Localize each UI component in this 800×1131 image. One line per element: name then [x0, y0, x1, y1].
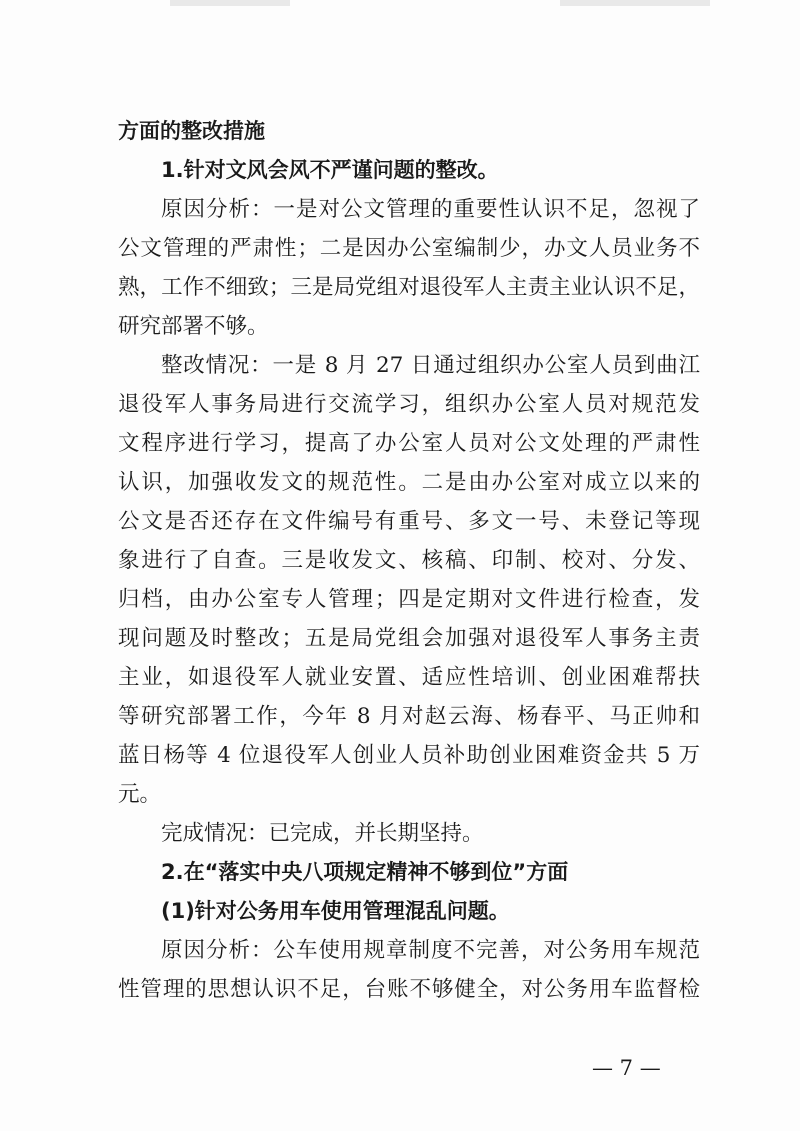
paragraph-line: 公文管理的严肃性；二是因办公室编制少，办文人员业务不 [118, 236, 700, 261]
item1-cause-paragraph [118, 190, 700, 346]
item2-sub1-cause-paragraph [118, 931, 700, 1009]
item1-status-paragraph [118, 346, 700, 814]
paragraph-line: 象进行了自查。三是收发文、核稿、印制、校对、分发、 [118, 548, 700, 573]
page-number: — 7 — [592, 1056, 661, 1080]
paragraph-line: 原因分析：一是对公文管理的重要性认识不足，忽视了 [161, 197, 700, 222]
item1-completion: 完成情况：已完成，并长期坚持。 [161, 821, 484, 846]
paragraph-line: 元。 [118, 782, 162, 807]
paragraph-line: 归档，由办公室专人管理；四是定期对文件进行检查，发 [118, 587, 700, 612]
paragraph-line: 性管理的思想认识不足，台账不够健全，对公务用车监督检 [118, 977, 700, 1002]
paragraph-line: 文程序进行学习，提高了办公室人员对公文处理的严肃性 [118, 431, 700, 456]
paragraph-line: 研究部署不够。 [118, 314, 269, 339]
scan-edge-mark [560, 0, 710, 6]
paragraph-line: 等研究部署工作，今年 8 月对赵云海、杨春平、马正帅和 [118, 704, 700, 729]
paragraph-line: 主业，如退役军人就业安置、适应性培训、创业困难帮扶 [118, 665, 700, 690]
section-heading-fragment: 方面的整改措施 [118, 119, 265, 143]
item2-title: 2.在“落实中央八项规定精神不够到位”方面 [161, 860, 569, 884]
paragraph-line: 原因分析：公车使用规章制度不完善，对公务用车规范 [161, 938, 700, 963]
item1-title: 1.针对文风会风不严谨问题的整改。 [161, 158, 499, 182]
document-body [118, 112, 700, 1009]
paragraph-line: 现问题及时整改；五是局党组会加强对退役军人事务主责 [118, 626, 700, 651]
paragraph-line: 整改情况：一是 8 月 27 日通过组织办公室人员到曲江 [161, 353, 700, 378]
item2-sub1-title: (1)针对公务用车使用管理混乱问题。 [161, 899, 510, 923]
scan-edge-mark [170, 0, 290, 6]
paragraph-line: 退役军人事务局进行交流学习，组织办公室人员对规范发 [118, 392, 700, 417]
paragraph-line: 蓝日杨等 4 位退役军人创业人员补助创业困难资金共 5 万 [118, 743, 700, 768]
paragraph-line: 认识，加强收发文的规范性。二是由办公室对成立以来的 [118, 470, 700, 495]
paragraph-line: 熟，工作不细致；三是局党组对退役军人主责主业认识不足， [118, 275, 700, 300]
paragraph-line: 公文是否还存在文件编号有重号、多文一号、未登记等现 [118, 509, 700, 534]
